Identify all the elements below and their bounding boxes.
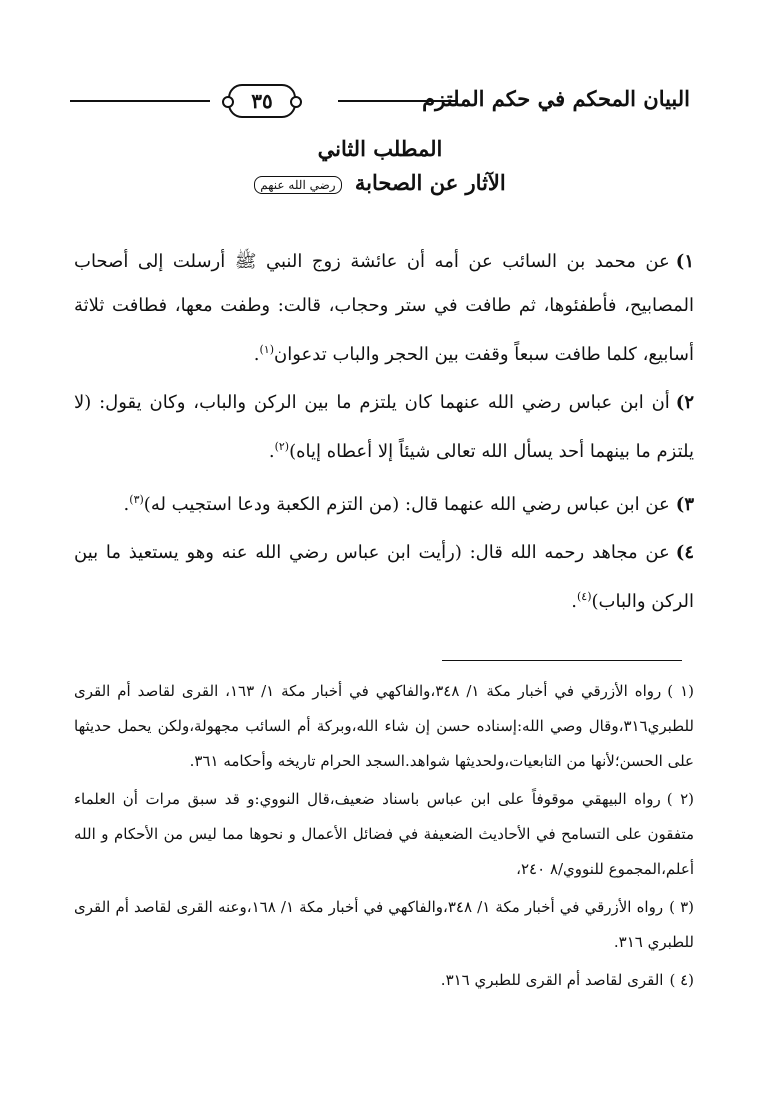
- section-title-text: الآثار عن الصحابة: [354, 170, 506, 195]
- header-rule-right: [338, 100, 458, 102]
- footnote-number: (٣ ): [669, 898, 694, 916]
- narrations-list: [74, 240, 694, 628]
- narration-number: ٢): [675, 392, 694, 413]
- narration-end: .: [253, 344, 260, 365]
- footnote-ref[interactable]: (٣): [129, 493, 144, 506]
- footnote-text: رواه البيهقي موقوفاً على ابن عباس باسناد ضعيف،قال النووي:و قد سبق مرات أن العلماء متفقون على التسامح في الأحاديث الضعيفة في فضائل الأعمال و نحوها مما ليس من الأحكام و الله أعلم،المجموع للنووي/٨ ٢٤٠،: [74, 790, 694, 878]
- section-title: [0, 170, 760, 195]
- narration-end: .: [123, 494, 130, 515]
- narration-text: أن ابن عباس رضي الله عنهما كان يلتزم ما بين الركن والباب، وكان يقول: (لا يلتزم ما بينهما أحد يسأل الله تعالى شيئاً إلا أعطاه إياه): [74, 392, 694, 462]
- narration-number: ٣): [675, 494, 694, 515]
- honorific-glyph: رضي الله عنهم: [254, 176, 341, 194]
- footnote-4: [74, 963, 694, 998]
- narration-text: عن محمد بن السائب عن أمه أن عائشة زوج النبي ﷺ أرسلت إلى أصحاب المصابيح، فأطفئوها، ثم طافت في ستر وحجاب، قالت: وطفت معها، فطافت ثلاثة أسابيع، كلما طافت سبعاً وقفت بين الحجر والباب تدعوان: [74, 251, 694, 365]
- narration-text: عن مجاهد رحمه الله قال: (رأيت ابن عباس رضي الله عنه وهو يستعيذ ما بين الركن والباب): [74, 542, 694, 612]
- narration-3: [74, 478, 694, 527]
- running-title: البيان المحكم في حكم الملتزم: [422, 86, 690, 111]
- footnote-separator: [442, 660, 682, 661]
- footnote-text: رواه الأزرقي في أخبار مكة ١/ ٣٤٨،والفاكهي في أخبار مكة ١/ ١٦٨،وعنه القرى لقاصد أم القرى للطبري ٣١٦.: [74, 898, 694, 951]
- footnote-3: [74, 890, 694, 960]
- footnote-ref[interactable]: (١): [259, 343, 274, 356]
- narration-2: [74, 381, 694, 474]
- section-heading: المطلب الثاني: [317, 136, 443, 161]
- footnote-number: (٢ ): [666, 790, 694, 808]
- page-number: ٣٥: [251, 89, 273, 113]
- narration-end: .: [268, 441, 275, 462]
- footnote-1: [74, 674, 694, 779]
- narration-1: [74, 240, 694, 377]
- footnote-ref[interactable]: (٤): [577, 590, 592, 603]
- narration-number: ١): [675, 251, 694, 272]
- footnote-number: (١ ): [667, 682, 694, 700]
- footnote-number: (٤ ): [669, 971, 694, 989]
- running-header: [70, 84, 690, 120]
- footnote-text: القرى لقاصد أم القرى للطبري ٣١٦.: [440, 971, 664, 989]
- narration-number: ٤): [675, 542, 694, 563]
- narration-4: [74, 531, 694, 624]
- narration-end: .: [571, 591, 577, 612]
- footnotes-list: [74, 674, 694, 1001]
- page-number-ornament: [228, 84, 296, 118]
- header-rule-left: [70, 100, 210, 102]
- footnote-ref[interactable]: (٢): [274, 440, 290, 453]
- narration-text: عن ابن عباس رضي الله عنهما قال: (من التزم الكعبة ودعا استجيب له): [143, 494, 670, 515]
- footnote-2: [74, 782, 694, 887]
- footnote-text: رواه الأزرقي في أخبار مكة ١/ ٣٤٨،والفاكهي في أخبار مكة ١/ ١٦٣، القرى لقاصد أم القرى للطبري٣١٦،وقال وصي الله:إسناده حسن إن شاء الله،وبركة أم السائب مجهولة،ولكن يحمل حديثها على الحسن؛لأنها من التابعيات،ولحديثها شواهد.السجد الحرام تاريخه وأحكامه ٣٦١.: [74, 682, 694, 770]
